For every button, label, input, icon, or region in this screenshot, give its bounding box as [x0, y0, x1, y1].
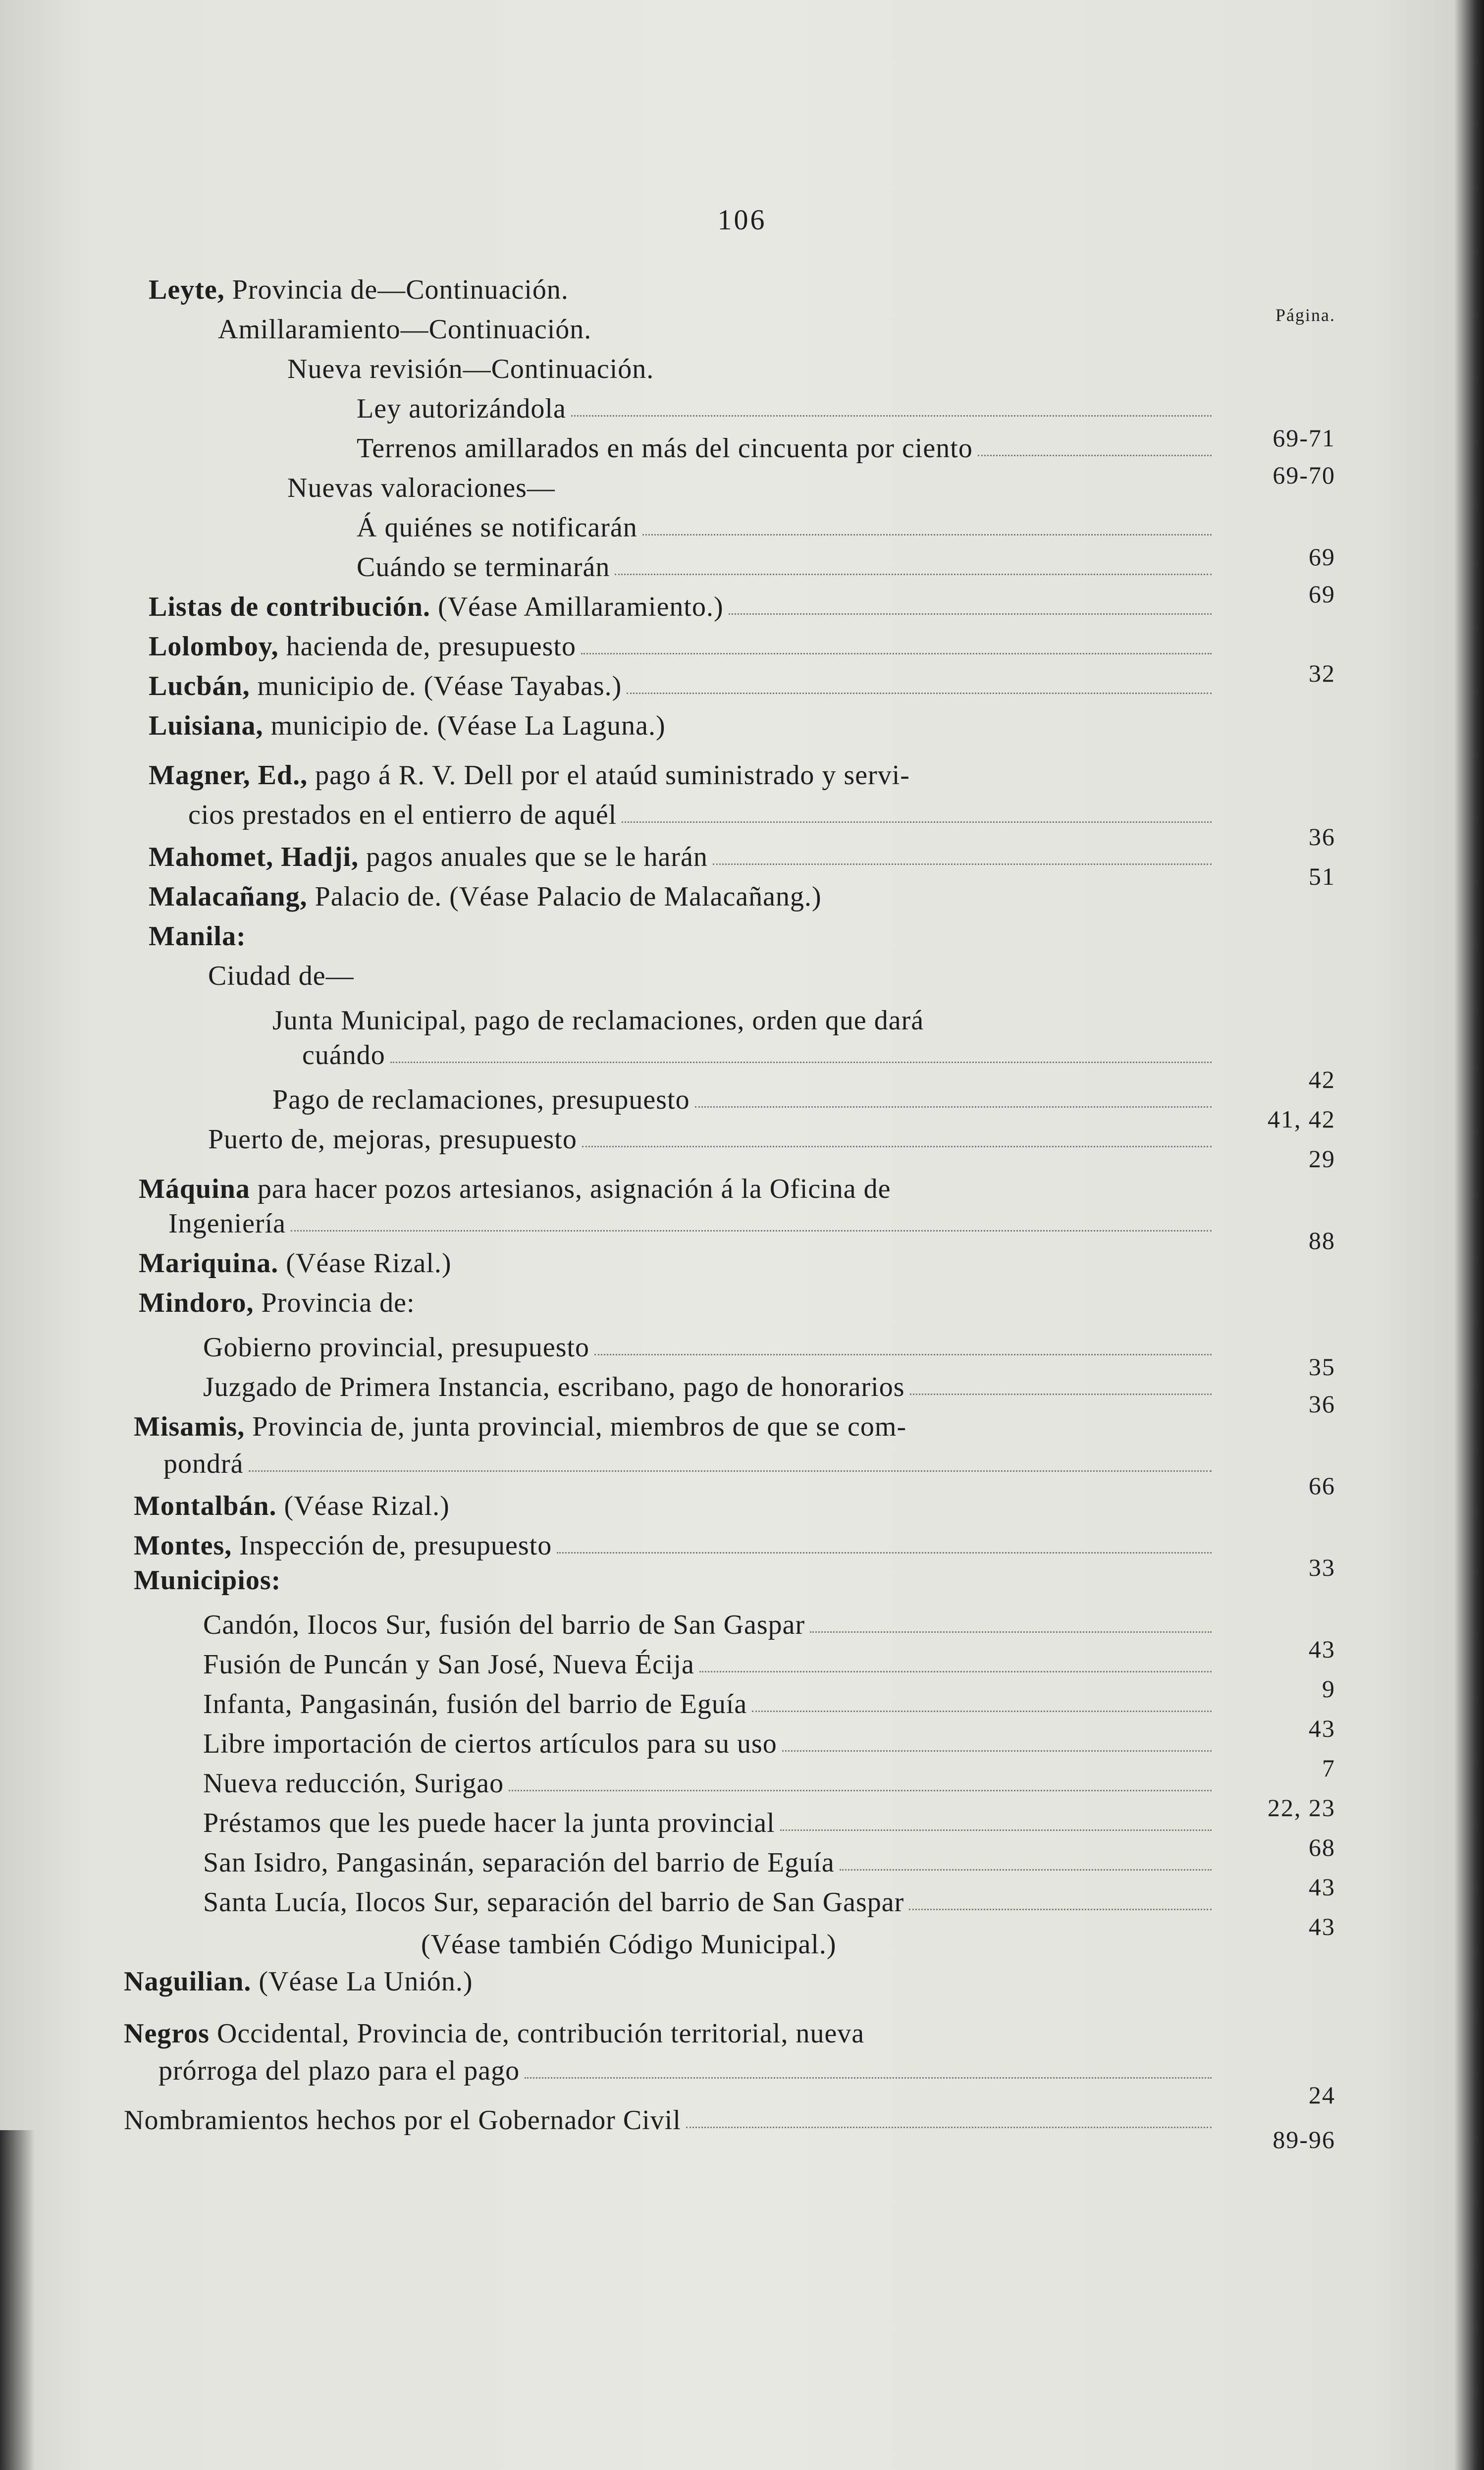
index-entry: Amillaramiento—Continuación. — [218, 314, 592, 345]
index-entry: Mahomet, Hadji, pagos anuales que se le harán — [149, 842, 1217, 872]
index-entry: Mariquina. (Véase Rizal.) — [139, 1248, 452, 1279]
index-entry: Naguilian. (Véase La Unión.) — [124, 1966, 473, 1997]
page-ref: 88 — [1309, 1227, 1335, 1254]
index-entry: cios prestados en el entierro de aquél — [188, 800, 1217, 830]
page-ref: 32 — [1309, 659, 1335, 687]
index-entry: Listas de contribución. (Véase Amillaramiento.) — [149, 592, 1217, 622]
index-entry: Manila: — [149, 921, 246, 952]
page-ref: 69 — [1309, 580, 1335, 608]
index-entry: Luisiana, municipio de. (Véase La Laguna.) — [149, 710, 666, 741]
index-entry: Santa Lucía, Ilocos Sur, separación del barrio de San Gaspar — [203, 1887, 1217, 1917]
index-entry: Malacañang, Palacio de. (Véase Palacio de Malacañang.) — [149, 881, 822, 912]
page-ref: 89-96 — [1272, 2126, 1335, 2153]
index-entry: Gobierno provincial, presupuesto — [203, 1333, 1217, 1362]
page-ref: 69-70 — [1272, 461, 1335, 489]
page-shadow — [1454, 0, 1484, 2470]
index-entry: Nueva reducción, Surigao — [203, 1769, 1217, 1798]
index-entry: Libre importación de ciertos artículos para su uso — [203, 1729, 1217, 1759]
index-entry: Préstamos que les puede hacer la junta provincial — [203, 1808, 1217, 1838]
index-entry: (Véase también Código Municipal.) — [421, 1929, 837, 1960]
page-ref: 69 — [1309, 543, 1335, 571]
index-entry: Mindoro, Provincia de: — [139, 1288, 415, 1318]
index-entry: Nuevas valoraciones— — [287, 473, 555, 503]
index-entry: Magner, Ed., pago á R. V. Dell por el ataúd suministrado y servi- — [149, 760, 910, 791]
page-ref: 43 — [1309, 1715, 1335, 1742]
index-entry: San Isidro, Pangasinán, separación del barrio de Eguía — [203, 1848, 1217, 1878]
page-ref: 36 — [1309, 1390, 1335, 1418]
page-ref: 68 — [1309, 1833, 1335, 1861]
index-entry: cuándo — [302, 1040, 1217, 1070]
page-number: 106 — [717, 204, 767, 236]
page-ref: 35 — [1309, 1353, 1335, 1381]
page-ref: 43 — [1309, 1913, 1335, 1940]
page-shadow — [0, 2130, 35, 2470]
index-entry: Terrenos amillarados en más del cincuenta por ciento — [357, 433, 1217, 463]
index-entry: Nueva revisión—Continuación. — [287, 354, 654, 384]
index-entry: Ingeniería — [168, 1209, 1217, 1238]
index-entry: Montalbán. (Véase Rizal.) — [134, 1491, 450, 1521]
index-entry: Ciudad de— — [208, 961, 354, 991]
index-entry: Ley autorizándola — [357, 394, 1217, 424]
page-ref: 51 — [1309, 862, 1335, 890]
index-entry: Puerto de, mejoras, presupuesto — [208, 1125, 1217, 1154]
page-ref: 9 — [1322, 1675, 1335, 1703]
index-entry: Junta Municipal, pago de reclamaciones, orden que dará — [272, 1005, 924, 1036]
index-entry: Cuándo se terminarán — [357, 552, 1217, 582]
index-entry: Municipios: — [134, 1565, 281, 1596]
page-ref: 7 — [1322, 1754, 1335, 1782]
page-ref: 36 — [1309, 823, 1335, 851]
index-entry: Máquina para hacer pozos artesianos, asignación á la Oficina de — [139, 1174, 891, 1204]
index-entry: Juzgado de Primera Instancia, escribano, pago de honorarios — [203, 1372, 1217, 1402]
index-entry: Fusión de Puncán y San José, Nueva Écija — [203, 1650, 1217, 1679]
column-heading: Página. — [1275, 305, 1335, 325]
index-entry: Lucbán, municipio de. (Véase Tayabas.) — [149, 671, 1217, 701]
index-entry: Negros Occidental, Provincia de, contribución territorial, nueva — [124, 2018, 865, 2049]
index-entry: Leyte, Provincia de—Continuación. — [149, 274, 569, 305]
index-entry: Montes, Inspección de, presupuesto — [134, 1531, 1217, 1560]
page-ref: 33 — [1309, 1554, 1335, 1581]
page-ref: 42 — [1309, 1066, 1335, 1093]
index-entry: Nombramientos hechos por el Gobernador Civil — [124, 2105, 1217, 2135]
page-ref: 43 — [1309, 1873, 1335, 1901]
index-entry: Infanta, Pangasinán, fusión del barrio de Eguía — [203, 1689, 1217, 1719]
index-entry: pondrá — [163, 1449, 1217, 1479]
index-entry: Á quiénes se notificarán — [357, 513, 1217, 542]
index-entry: Lolomboy, hacienda de, presupuesto — [149, 632, 1217, 661]
page-ref: 43 — [1309, 1635, 1335, 1663]
page-ref: 29 — [1309, 1145, 1335, 1173]
index-entry: prórroga del plazo para el pago — [159, 2056, 1217, 2086]
index-entry: Candón, Ilocos Sur, fusión del barrio de San Gaspar — [203, 1610, 1217, 1640]
page-ref: 66 — [1309, 1472, 1335, 1500]
page-ref: 24 — [1309, 2081, 1335, 2109]
page-ref: 69-71 — [1272, 424, 1335, 452]
page-ref: 22, 23 — [1268, 1794, 1335, 1822]
index-entry: Pago de reclamaciones, presupuesto — [272, 1085, 1217, 1115]
page-ref: 41, 42 — [1268, 1105, 1335, 1133]
index-entry: Misamis, Provincia de, junta provincial, miembros de que se com- — [134, 1411, 907, 1442]
